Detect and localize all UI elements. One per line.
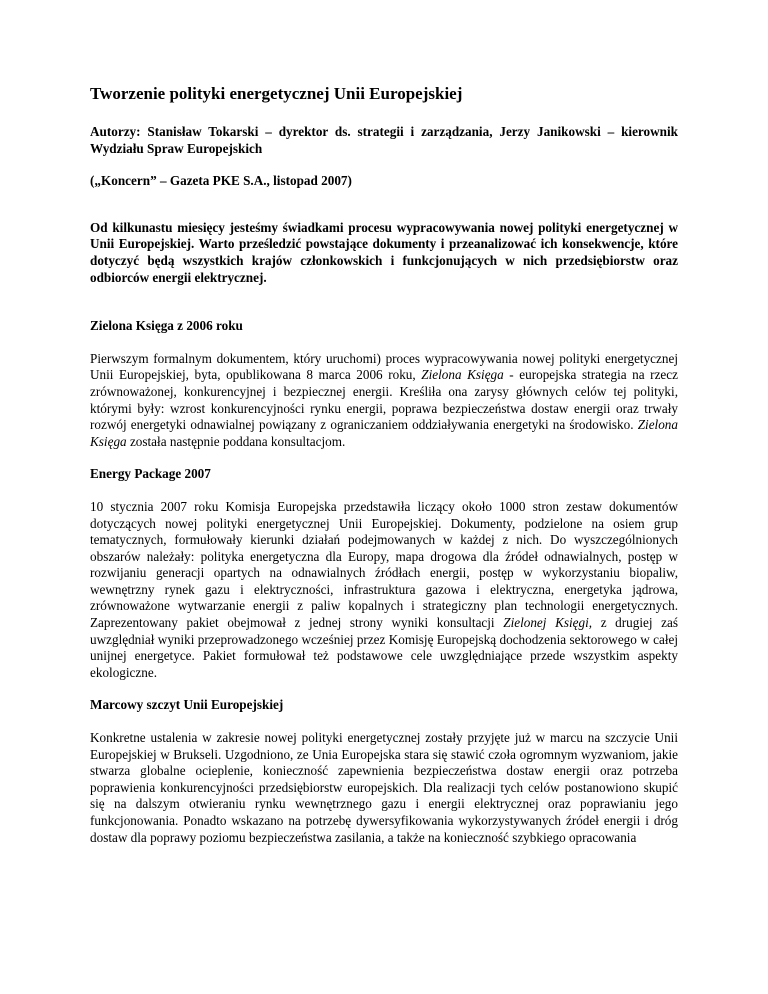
section-heading-green-paper: Zielona Księga z 2006 roku (90, 318, 243, 334)
text-run: - europejska strategia na rzecz zrównoważonej, konkurencyjnej i bezpiecznej energii. Kreśliła ona zarysy głównych celów tej polityki, którymi były: wzrost konkurencyjności rynku energii, poprawa bezpieczeństwa dostaw energii oraz trwały rozwój energetyki odnawialnej powiązany z ograniczaniem oddziaływania energetyki na środowisko. (90, 367, 678, 433)
section-body-march-summit (90, 730, 678, 846)
document-page (90, 84, 678, 862)
section-body-green-paper (90, 351, 678, 451)
text-run: Pierwszym formalnym dokumentem, który uruchomi) proces wypracowywania nowej polityki energetycznej Unii Europejskiej, byta, opublikowana 8 marca 2006 roku, (90, 350, 678, 383)
text-run: Konkretne ustalenia w zakresie nowej polityki energetycznej zostały przyjęte już w marcu na szczycie Unii Europejskiej w Brukseli. Uzgodniono, ze Unia Europejska stara się stawić czoła ogromnym wyzwaniom, jakie stwarza globalne ocieplenie, konieczność zapewnienia bezpieczeństwa dostaw energii oraz potrzeba poprawienia konkurencyjności przedsiębiorstw europejskich. Dla realizacji tych celów postanowiono skupić się na dalszym otwieraniu rynku wewnętrznego gazu i energii elektrycznej oraz poprawianiu jego funkcjonowania. Ponadto wskazano na potrzebę dywersyfikowania wykorzystywanych źródeł energii i dróg dostaw dla poprawy poziomu bezpieczeństwa zasilania, a także na konieczność szybkiego opracowania (90, 730, 678, 845)
lead-paragraph: Od kilkunastu miesięcy jesteśmy świadkami procesu wypracowywania nowej polityki energetycznej w Unii Europejskiej. Warto prześledzić powstające dokumenty i przeanalizować ich konsekwencje, które dotyczyć będą wszystkich krajów członkowskich i funkcjonujących w nich przedsiębiorstw oraz odbiorców energii elektrycznej. (90, 219, 678, 285)
document-title: Tworzenie polityki energetycznej Unii Europejskiej (90, 84, 463, 103)
section-heading-energy-package: Energy Package 2007 (90, 466, 211, 482)
text-run: z drugiej zaś uwzględniał wyniki przeprowadzonego wcześniej przez Komisję Europejską dochodzenia sektorowego w całej unijnej energetyce. Pakiet formułował też podstawowe cele uwzględniające przede wszystkim aspekty ekologiczne. (90, 615, 678, 680)
text-run: została następnie poddana konsultacjom. (126, 433, 346, 449)
text-run: 10 stycznia 2007 roku Komisja Europejska przedstawiła liczący około 1000 stron zestaw dokumentów dotyczących nowej polityki energetycznej Unii Europejskiej. Dokumenty, podzielone na osiem grup tematycznych, formułowały kierunki działań podejmowanych w każdej z nich. Do wyszczególnionych obszarów należały: polityka energetyczna dla Europy, mapa drogowa dla źródeł odnawialnych, postęp w rozwijaniu generacji opartych na odnawialnych źródłach energii, postęp w wykorzystaniu biopaliw, wewnętrzny rynek gazu i elektryczności, infrastruktura gazowa i elektryczna, energetyka jądrowa, zrównoważone wytwarzanie energii z paliw kopalnych i strategiczny plan technologii energetycznych. Zaprezentowany pakiet obejmował z jednej strony wyniki konsultacji (90, 498, 678, 631)
italic-title: Zielonej Księgi, (503, 615, 593, 631)
section-heading-march-summit: Marcowy szczyt Unii Europejskiej (90, 697, 284, 713)
italic-title: Zielona Księga (90, 417, 678, 449)
source-line: („Koncern” – Gazeta PKE S.A., listopad 2007) (90, 173, 352, 189)
section-body-energy-package (90, 499, 678, 682)
authors-line: Autorzy: Stanisław Tokarski – dyrektor ds. strategii i zarządzania, Jerzy Janikowski – kierownik Wydziału Spraw Europejskich (90, 124, 678, 156)
italic-title: Zielona Księga (421, 367, 504, 383)
